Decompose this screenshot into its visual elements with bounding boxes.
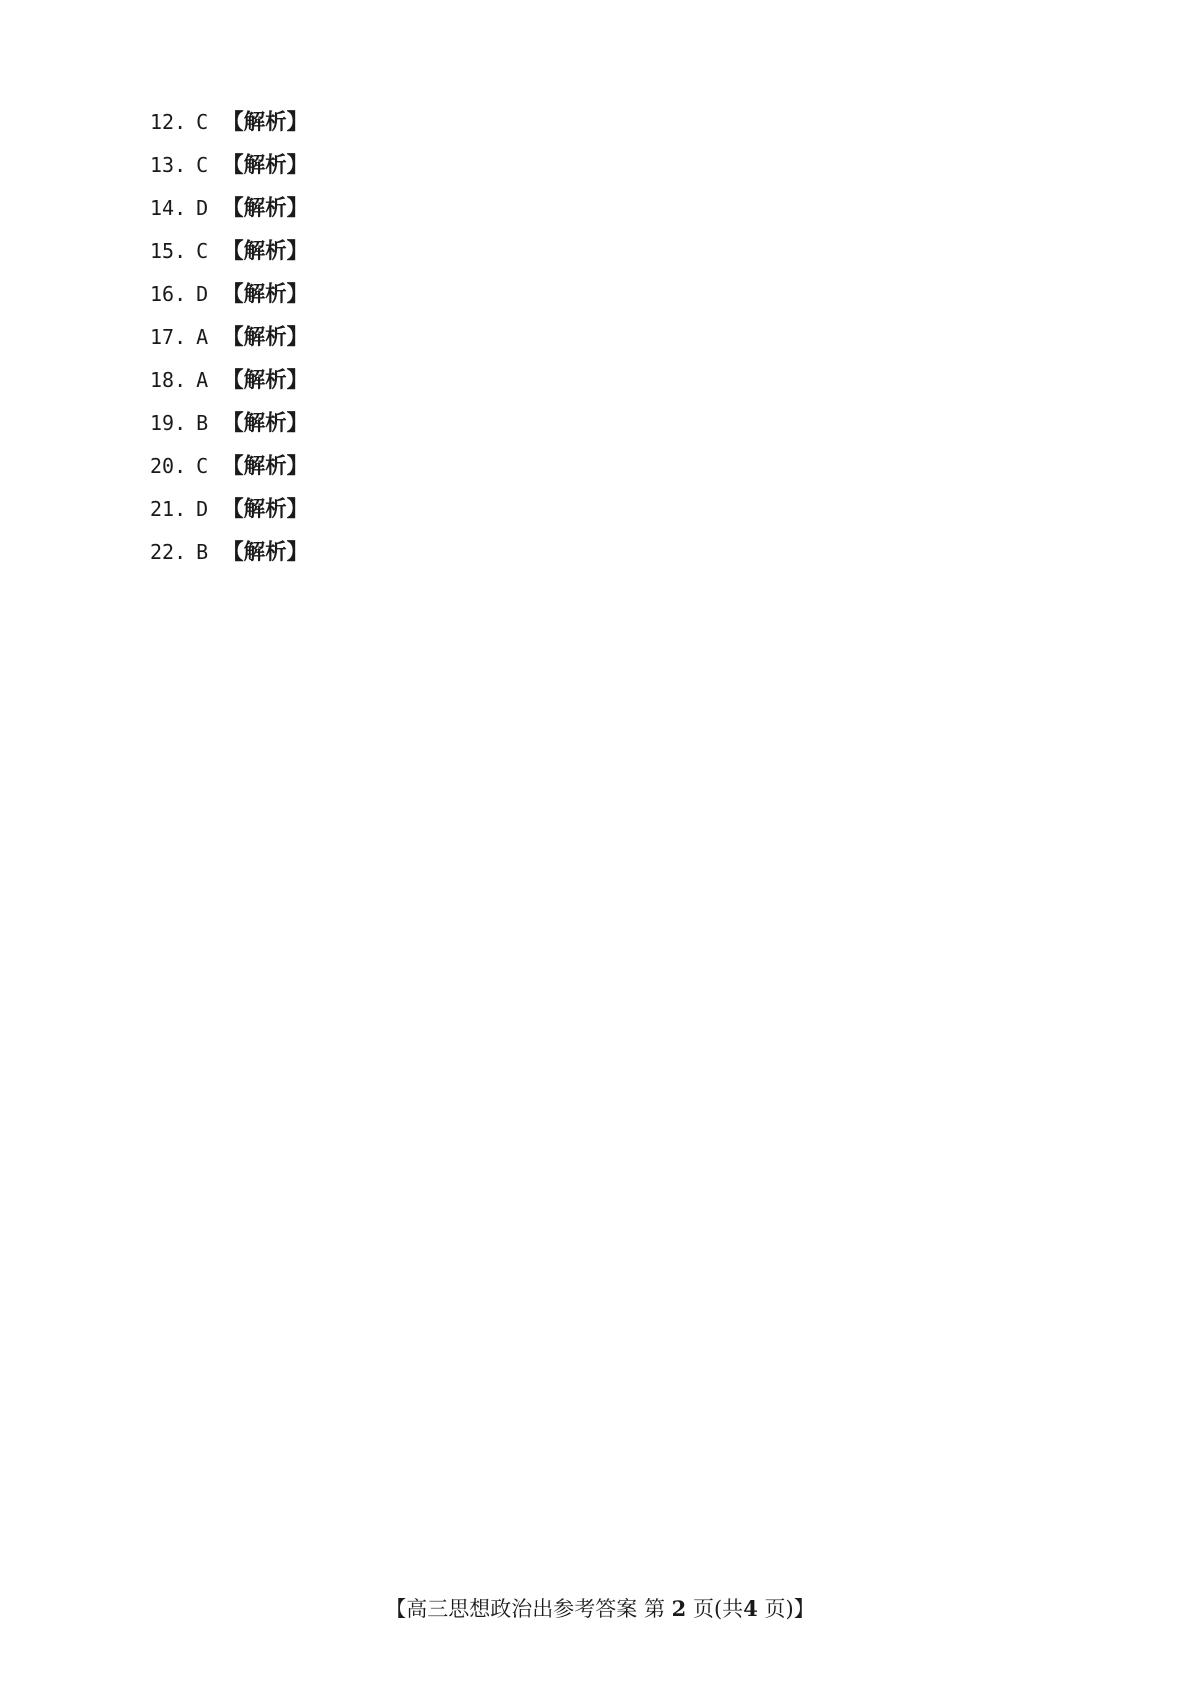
analysis-tag: 【解析】 [222,368,309,393]
question-number: 14. [150,196,187,220]
answer-first-line [106,276,1098,313]
footer-prefix: 【高三思想政治出参考答案 第 [385,1597,665,1621]
analysis-tag: 【解析】 [222,411,309,436]
answer-letter: C [196,110,209,134]
analysis-tag: 【解析】 [222,325,309,350]
answer-item [106,534,1098,571]
question-number: 17. [150,325,187,349]
answer-letter: C [196,239,209,263]
analysis-tag: 【解析】 [222,239,309,264]
question-number: 20. [150,454,187,478]
question-number: 12. [150,110,187,134]
footer-suffix: 页)】 [764,1597,815,1621]
answer-item [106,405,1098,442]
answer-item [106,147,1098,184]
answer-first-line [106,362,1098,399]
answer-first-line [106,491,1098,528]
answer-letter: D [196,196,209,220]
answer-letter: B [196,540,209,564]
analysis-tag: 【解析】 [222,497,309,522]
answer-first-line [106,147,1098,184]
answer-list [106,104,1098,577]
question-number: 22. [150,540,187,564]
answer-first-line [106,534,1098,571]
question-number: 18. [150,368,187,392]
answer-letter: D [196,282,209,306]
analysis-tag: 【解析】 [222,196,309,221]
answer-first-line [106,405,1098,442]
answer-item [106,491,1098,528]
answer-letter: A [196,368,209,392]
analysis-tag: 【解析】 [222,153,309,178]
answer-letter: C [196,153,209,177]
answer-item [106,448,1098,485]
question-number: 19. [150,411,187,435]
answer-letter: D [196,497,209,521]
analysis-tag: 【解析】 [222,282,309,307]
answer-item [106,319,1098,356]
analysis-tag: 【解析】 [222,110,309,135]
question-number: 16. [150,282,187,306]
answer-letter: A [196,325,209,349]
analysis-tag: 【解析】 [222,454,309,479]
answer-item [106,190,1098,227]
answer-letter: B [196,411,209,435]
question-number: 15. [150,239,187,263]
answer-first-line [106,448,1098,485]
answer-first-line [106,233,1098,270]
analysis-tag: 【解析】 [222,540,309,565]
footer-mid: 页(共 [692,1597,744,1621]
answer-first-line [106,319,1098,356]
answer-item [106,276,1098,313]
footer-total-pages: 4 [743,1596,758,1621]
answer-item [106,104,1098,141]
answer-first-line [106,190,1098,227]
question-number: 13. [150,153,187,177]
answer-letter: C [196,454,209,478]
footer-page-number: 2 [671,1596,687,1621]
answer-item [106,233,1098,270]
page-footer [0,1593,1200,1623]
question-number: 21. [150,497,187,521]
answer-item [106,362,1098,399]
answer-first-line [106,104,1098,141]
